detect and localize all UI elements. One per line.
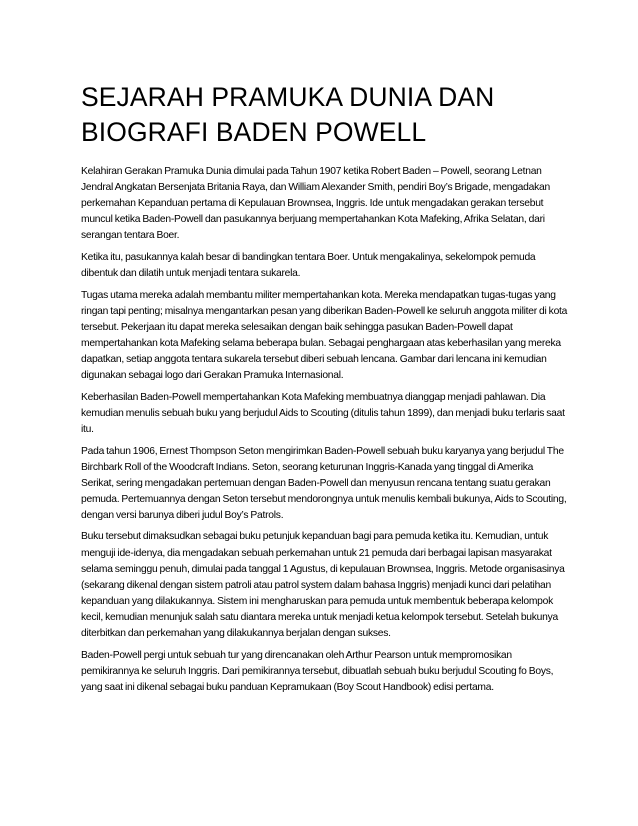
document-title xyxy=(81,80,568,150)
title-line-2: BIOGRAFI BADEN POWELL xyxy=(81,117,427,147)
paragraph-pada-tahun-1906: Pada tahun 1906, Ernest Thompson Seton mengirimkan Baden-Powell sebuah buku karyanya yang berjudul The Birchbark Roll of the Woodcraft Indians. Seton, seorang keturunan Inggris-Kanada yang tinggal di Amerika Serikat, sering mengadakan pertemuan dengan Baden-Powell dan menyusun rencana tentang suatu gerakan pemuda. Pertemuannya dengan Seton tersebut mendorongnya untuk menulis kembali bukunya, Aids to Scouting, dengan versi barunya diberi judul Boy’s Patrols. xyxy=(81,445,567,521)
paragraph-ketika-itu: Ketika itu, pasukannya kalah besar di bandingkan tentara Boer. Untuk mengakalinya, sekelompok pemuda dibentuk dan dilatih untuk menjadi tentara sukarela. xyxy=(81,251,536,280)
paragraph-keberhasilan: Keberhasilan Baden-Powell mempertahankan Kota Mafeking membuatnya dianggap menjadi pahlawan. Dia kemudian menulis sebuah buku yang berjudul Aids to Scouting (ditulis tahun 1899), dan menjadi buku terlaris saat itu. xyxy=(81,391,565,435)
document-content xyxy=(81,80,568,701)
paragraph-baden-powell-tur: Baden-Powell pergi untuk sebuah tur yang direncanakan oleh Arthur Pearson untuk mempromosikan pemikirannya ke seluruh Inggris. Dari pemikirannya tersebut, dibuatlah sebuah buku berjudul Scouting fo Boys, yang saat ini dikenal sebagai buku panduan Kepramukaan (Boy Scout Handbook) edisi pertama. xyxy=(81,649,554,693)
title-line-1: SEJARAH PRAMUKA DUNIA DAN xyxy=(81,82,495,112)
paragraph-kelahiran: Kelahiran Gerakan Pramuka Dunia dimulai pada Tahun 1907 ketika Robert Baden – Powell, seorang Letnan Jendral Angkatan Bersenjata Britania Raya, dan William Alexander Smith, pendiri Boy’s Brigade, mengadakan perkemahan Kepanduan pertama di Kepulauan Brownsea, Inggris. Ide untuk mengadakan gerakan tersebut muncul ketika Baden-Powell dan pasukannya berjuang mempertahankan Kota Mafeking, Afrika Selatan, dari serangan tentara Boer. xyxy=(81,166,550,242)
paragraph-tugas-utama: Tugas utama mereka adalah membantu militer mempertahankan kota. Mereka mendapatkan tugas-tugas yang ringan tapi penting; misalnya mengantarkan pesan yang diberikan Baden-Powell ke seluruh anggota militer di kota tersebut. Pekerjaan itu dapat mereka selesaikan dengan baik sehingga pasukan Baden-Powell dapat mempertahankan kota Mafeking selama beberapa bulan. Sebagai penghargaan atas keberhasilan yang mereka dapatkan, setiap anggota tentara sukarela tersebut diberi sebuah lencana. Gambar dari lencana ini kemudian digunakan sebagai logo dari Gerakan Pramuka Internasional. xyxy=(81,289,568,382)
paragraph-buku-tersebut: Buku tersebut dimaksudkan sebagai buku petunjuk kepanduan bagi para pemuda ketika itu. Kemudian, untuk menguji ide-idenya, dia mengadakan sebuah perkemahan untuk 21 pemuda dari berbagai lapisan masyarakat selama seminggu penuh, dimulai pada tanggal 1 Agustus, di kepulauan Brownsea, Inggris. Metode organisasinya (sekarang dikenal dengan sistem patroli atau patrol system dalam bahasa Inggris) menjadi kunci dari pelatihan kepanduan yang dilakukannya. Sistem ini mengharuskan para pemuda untuk membentuk beberapa kelompok kecil, kemudian menunjuk salah satu diantara mereka untuk menjadi ketua kelompok tersebut. Setelah bukunya diterbitkan dan perkemahan yang dilakukannya berjalan dengan sukses. xyxy=(81,531,565,640)
